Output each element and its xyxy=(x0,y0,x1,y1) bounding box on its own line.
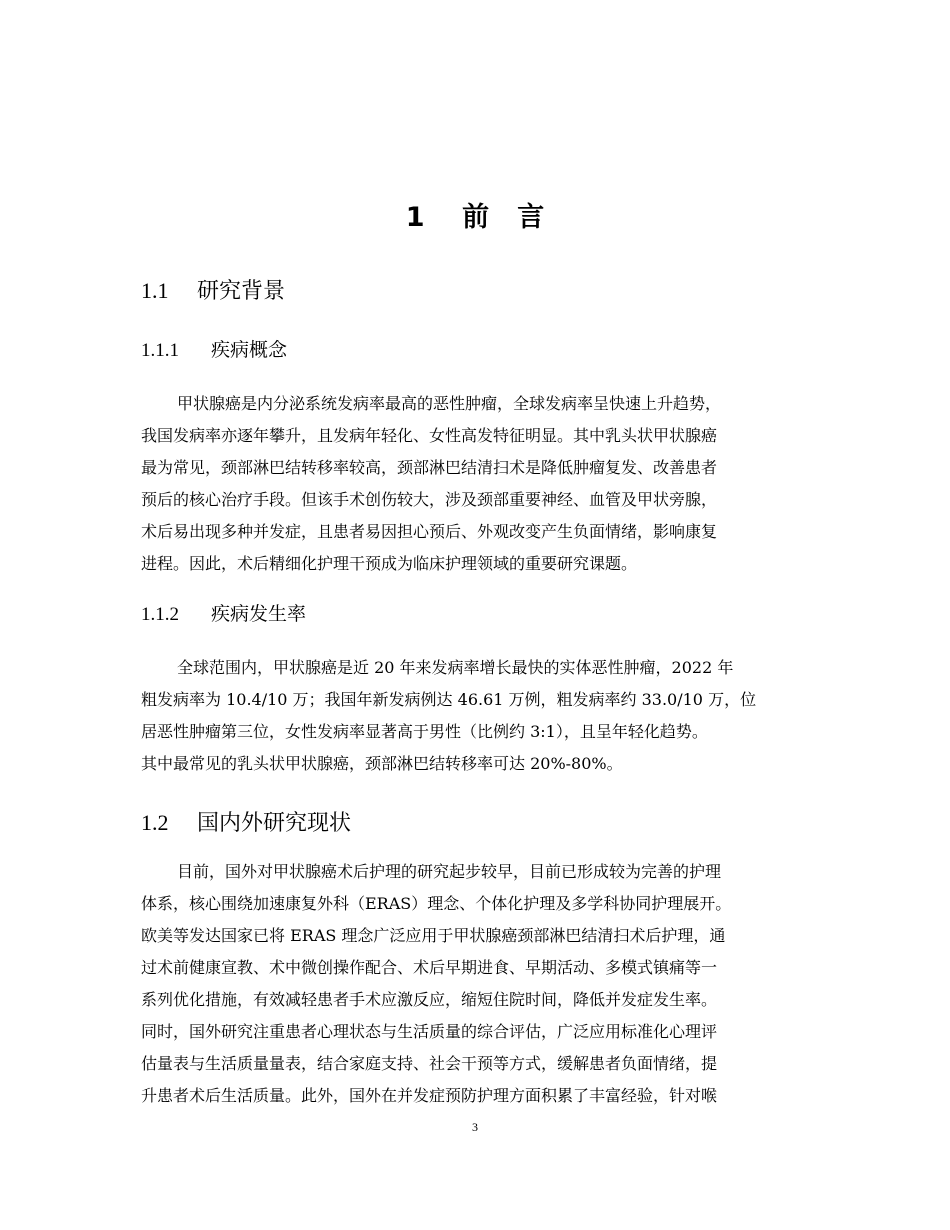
section-heading-1-1-1 xyxy=(141,336,287,365)
paragraph-line: 体系，核心围绕加速康复外科（ERAS）理念、个体化护理及多学科协同护理展开。 xyxy=(141,894,732,913)
section-number: 1.1.2 xyxy=(141,604,179,625)
page-number: 3 xyxy=(472,1120,478,1134)
chapter-title: 1 前 言 xyxy=(405,202,545,233)
section-heading-1-2 xyxy=(141,808,351,839)
paragraph-line: 估量表与生活质量量表，结合家庭支持、社会干预等方式，缓解患者负面情绪，提 xyxy=(141,1054,718,1073)
paragraph-line: 我国发病率亦逐年攀升，且发病年轻化、女性高发特征明显。其中乳头状甲状腺癌 xyxy=(141,426,718,445)
paragraph-line: 系列优化措施，有效减轻患者手术应激反应，缩短住院时间，降低并发症发生率。 xyxy=(141,990,718,1009)
paragraph-line: 过术前健康宣教、术中微创操作配合、术后早期进食、早期活动、多模式镇痛等一 xyxy=(141,958,718,977)
section-heading-1-1 xyxy=(141,276,285,307)
paragraph-line: 目前，国外对甲状腺癌术后护理的研究起步较早，目前已形成较为完善的护理 xyxy=(177,862,722,881)
paragraph-line: 居恶性肿瘤第三位，女性发病率显著高于男性（比例约 3:1），且呈年轻化趋势。 xyxy=(141,722,708,741)
paragraph-line: 欧美等发达国家已将 ERAS 理念广泛应用于甲状腺癌颈部淋巴结清扫术后护理，通 xyxy=(141,926,726,945)
section-number: 1.2 xyxy=(141,810,169,835)
section-heading-1-1-2 xyxy=(141,600,306,629)
section-number: 1.1 xyxy=(141,278,169,303)
paragraph-incidence xyxy=(141,652,813,780)
paragraph-line: 最为常见，颈部淋巴结转移率较高，颈部淋巴结清扫术是降低肿瘤复发、改善患者 xyxy=(141,458,718,477)
paragraph-line: 其中最常见的乳头状甲状腺癌，颈部淋巴结转移率可达 20%-80%。 xyxy=(141,754,623,773)
paragraph-line: 预后的核心治疗手段。但该手术创伤较大，涉及颈部重要神经、血管及甲状旁腺， xyxy=(141,490,718,509)
paragraph-line: 粗发病率为 10.4/10 万；我国年新发病例达 46.61 万例，粗发病率约 33.0/10 万，位 xyxy=(141,690,757,709)
section-number: 1.1.1 xyxy=(141,340,179,361)
section-title: 研究背景 xyxy=(197,279,286,304)
paragraph-line: 甲状腺癌是内分泌系统发病率最高的恶性肿瘤，全球发病率呈快速上升趋势， xyxy=(177,394,722,413)
paragraph-line: 全球范围内，甲状腺癌是近 20 年来发病率增长最快的实体恶性肿瘤，2022 年 xyxy=(177,658,734,677)
paragraph-line: 术后易出现多种并发症，且患者易因担心预后、外观改变产生负面情绪，影响康复 xyxy=(141,522,718,541)
paragraph-research-status xyxy=(141,856,813,1112)
paragraph-line: 升患者术后生活质量。此外，国外在并发症预防护理方面积累了丰富经验，针对喉 xyxy=(141,1086,718,1105)
section-title: 疾病概念 xyxy=(211,339,288,361)
paragraph-line: 同时，国外研究注重患者心理状态与生活质量的综合评估，广泛应用标准化心理评 xyxy=(141,1022,718,1041)
section-title: 国内外研究现状 xyxy=(197,811,352,836)
paragraph-line: 进程。因此，术后精细化护理干预成为临床护理领域的重要研究课题。 xyxy=(141,554,638,573)
paragraph-disease-concept xyxy=(141,388,813,580)
section-title: 疾病发生率 xyxy=(211,603,307,625)
